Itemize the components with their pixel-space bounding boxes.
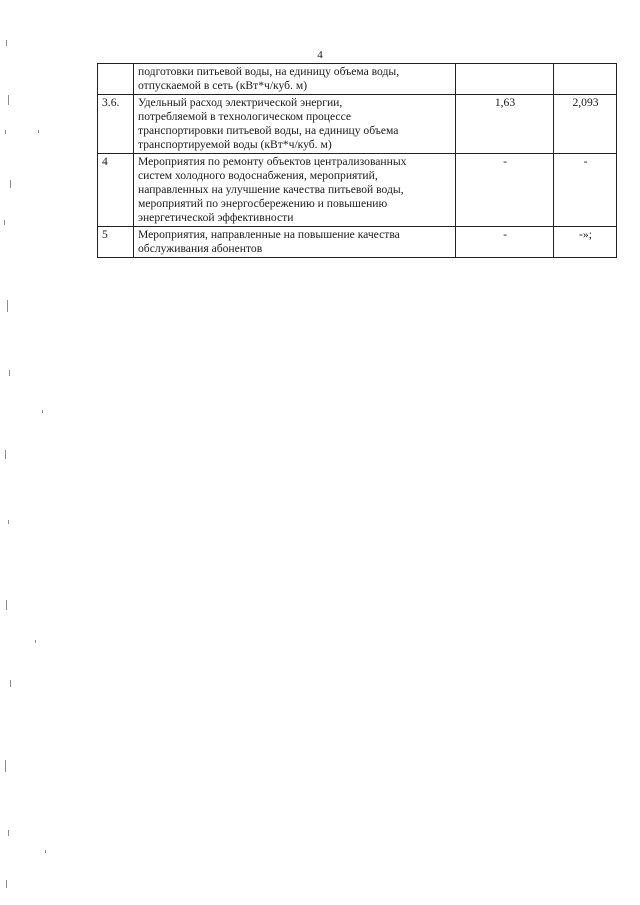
description-line: обслуживания абонентов — [138, 242, 263, 255]
value-cell-1: - — [456, 227, 554, 258]
description-line: Мероприятия по ремонту объектов централизованных — [138, 155, 407, 168]
description-line: систем холодного водоснабжения, мероприятий, — [138, 169, 378, 182]
indicators-table — [97, 63, 617, 258]
row-description — [134, 227, 456, 258]
table-row — [98, 95, 617, 154]
value-cell-1: - — [456, 154, 554, 227]
value-cell-1 — [456, 64, 554, 95]
description-line: транспортировки питьевой воды, на единицу объема — [138, 124, 399, 137]
value-cell-2 — [554, 64, 617, 95]
value-cell-2: - — [554, 154, 617, 227]
page-number: 4 — [317, 49, 323, 61]
row-number — [98, 64, 134, 95]
description-line: транспортируемой воды (кВт*ч/куб. м) — [138, 138, 332, 151]
description-line: Мероприятия, направленные на повышение качества — [138, 228, 400, 241]
description-line: энергетической эффективности — [138, 211, 294, 224]
description-line: потребляемой в технологическом процессе — [138, 110, 352, 123]
description-line: мероприятий по энергосбережению и повышению — [138, 197, 388, 210]
table-row — [98, 227, 617, 258]
row-number: 3.6. — [98, 95, 134, 154]
description-line: подготовки питьевой воды, на единицу объема воды, — [138, 65, 400, 78]
row-number: 4 — [98, 154, 134, 227]
row-description — [134, 64, 456, 95]
row-description — [134, 154, 456, 227]
row-description — [134, 95, 456, 154]
scan-edge-specks — [0, 0, 60, 905]
value-cell-1: 1,63 — [456, 95, 554, 154]
description-line: Удельный расход электрической энергии, — [138, 96, 343, 109]
description-line: отпускаемой в сеть (кВт*ч/куб. м) — [138, 79, 308, 92]
value-cell-2: 2,093 — [554, 95, 617, 154]
row-number: 5 — [98, 227, 134, 258]
table-row — [98, 64, 617, 95]
value-cell-2: -»; — [554, 227, 617, 258]
description-line: направленных на улучшение качества питьевой воды, — [138, 183, 404, 196]
table-row — [98, 154, 617, 227]
